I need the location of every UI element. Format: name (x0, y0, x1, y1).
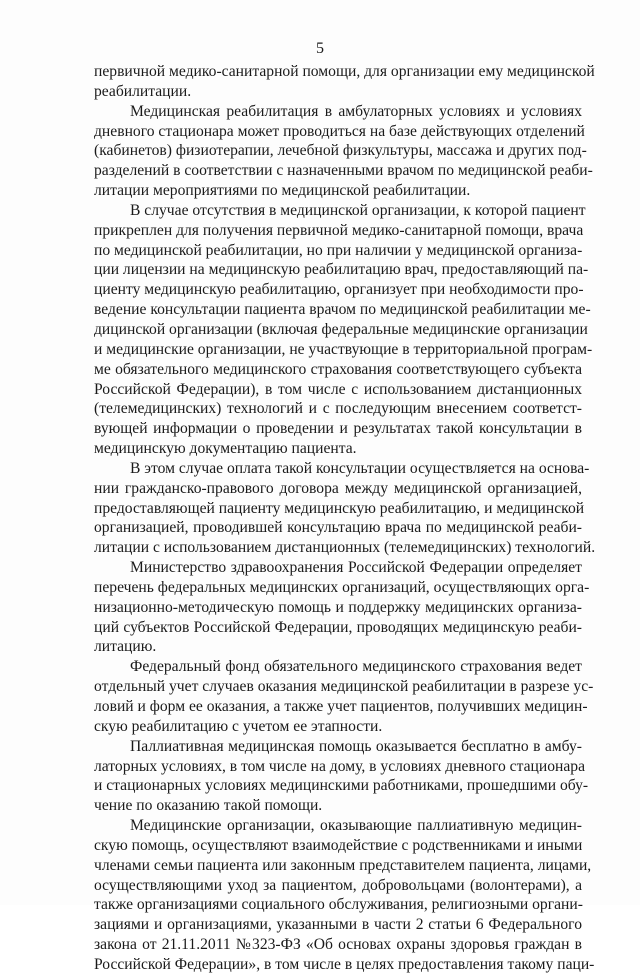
text-line: реабилитации. (94, 82, 192, 100)
text-line: циенту медицинскую реабилитацию, организует при необходимости про- (94, 281, 584, 299)
text-line: латорных условиях, в том числе на дому, в условиях дневного стационара (94, 757, 585, 775)
text-line: низационно-методическую помощь и поддержку медицинских организа- (94, 598, 582, 616)
text-line: дицинской организации (включая федеральные медицинские организации (94, 320, 588, 338)
text-line: также организациями социального обслуживания, религиозными органи- (94, 896, 583, 914)
text-line: Российской Федерации), в том числе с использованием дистанционных (94, 380, 582, 398)
text-line: разделений в соответствии с назначенными врачом по медицинской реаби- (94, 162, 593, 180)
paragraph-first-line: Федеральный фонд обязательного медицинского страхования ведет (130, 658, 582, 676)
text-line: литации мероприятиями по медицинской реабилитации. (94, 182, 471, 200)
text-line: чение по оказанию такой помощи. (94, 797, 323, 815)
paragraph-first-line: Министерство здравоохранения Российской Федерации определяет (130, 559, 582, 577)
text-line: ций субъектов Российской Федерации, проводящих медицинскую реаби- (94, 618, 582, 636)
text-line: по медицинской реабилитации, но при наличии у медицинской организа- (94, 241, 583, 259)
text-line: литацию. (94, 638, 157, 656)
text-line: вующей информации о проведении и результатах такой консультации в (94, 420, 582, 438)
paragraph-first-line: Медицинские организации, оказывающие паллиативную медицин- (130, 817, 582, 835)
text-line: ции лицензии на медицинскую реабилитацию врач, предоставляющий па- (94, 261, 589, 279)
text-line: (телемедицинских) технологий и с последующим внесением соответст- (94, 400, 582, 418)
page-number: 5 (316, 40, 324, 57)
text-line: Российской Федерации», в том числе в целях предоставления такому паци- (94, 955, 595, 973)
text-line: ведение консультации пациента врачом по медицинской реабилитации ме- (94, 301, 591, 319)
text-line: предоставляющей пациенту медицинскую реабилитацию, и медицинской (94, 499, 585, 517)
paragraph-first-line: Паллиативная медицинская помощь оказывается бесплатно в амбу- (130, 737, 582, 755)
text-line: отдельный учет случаев оказания медицинской реабилитации в разрезе ус- (94, 678, 594, 696)
text-line: организацией, проводившей консультацию врача по медицинской реаби- (94, 519, 582, 537)
paragraph-first-line: В этом случае оплата такой консультации осуществляется на основа- (130, 459, 590, 477)
text-line: медицинскую документацию пациента. (94, 440, 357, 458)
text-line: ловий и форм ее оказания, а также учет пациентов, получивших медицин- (94, 698, 588, 715)
text-line: ме обязательного медицинского страхования соответствующего субъекта (94, 360, 582, 378)
text-line: закона от 21.11.2011 №323-ФЗ «Об основах охраны здоровья граждан в (94, 936, 582, 954)
text-line: (кабинетов) физиотерапии, лечебной физкультуры, массажа и других под- (94, 142, 587, 160)
text-line: первичной медико-санитарной помощи, для организации ему медицинской (94, 63, 595, 80)
paragraph-first-line: В случае отсутствия в медицинской организации, к которой пациент (130, 201, 586, 219)
paragraph-first-line: Медицинская реабилитация в амбулаторных условиях и условиях (130, 102, 582, 120)
text-line: перечень федеральных медицинских организаций, осуществляющих орга- (94, 578, 590, 596)
text-line: нии гражданско-правового договора между медицинской организацией, (94, 479, 582, 497)
text-line: литации с использованием дистанционных (телемедицинских) технологий. (94, 539, 596, 557)
text-line: и стационарных условиях медицинскими работниками, прошедшими обу- (94, 777, 589, 795)
text-line: прикреплен для получения первичной медико-санитарной помощи, врача (94, 221, 584, 239)
text-line: зациями и организациями, указанными в части 2 статьи 6 Федерального (94, 916, 582, 934)
text-line: осуществляющими уход за пациентом, добровольцами (волонтерами), а (94, 876, 582, 894)
text-line: и медицинские организации, не участвующие в территориальной програм- (94, 340, 593, 358)
text-line: членами семьи пациента или законным представителем пациента, лицами, (94, 856, 592, 874)
text-line: дневного стационара может проводиться на базе действующих отделений (94, 122, 585, 140)
body-text (94, 62, 596, 975)
text-line: скую помощь, осуществляют взаимодействие с родственниками и иными (94, 836, 583, 854)
text-line: скую реабилитацию с учетом ее этапности. (94, 717, 383, 735)
